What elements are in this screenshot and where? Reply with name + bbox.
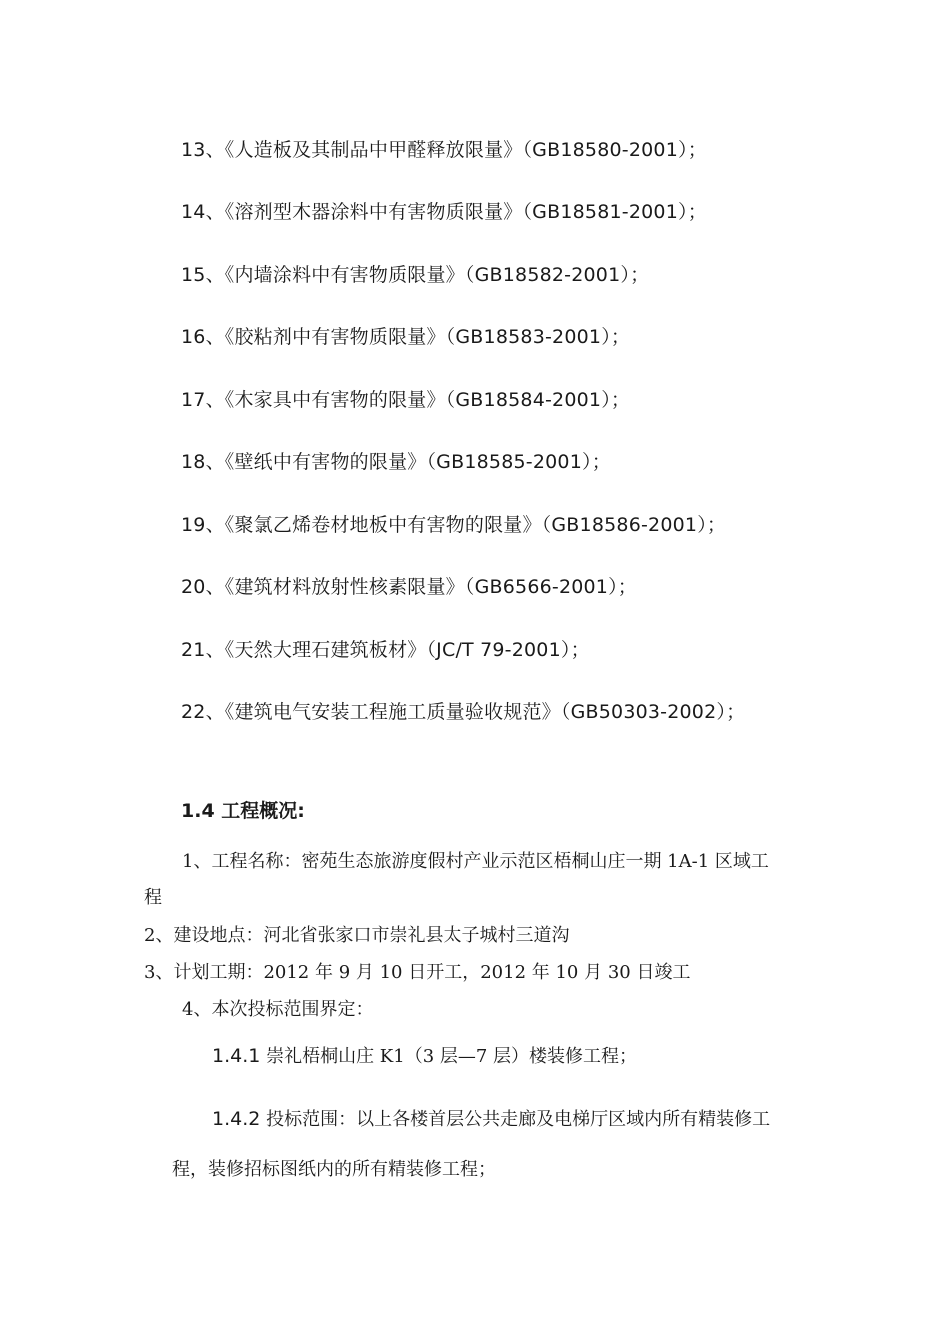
section-heading: 1.4 工程概况: xyxy=(181,800,305,822)
standard-item-21: 21、《天然大理石建筑板材》（JC/T 79-2001）； xyxy=(181,639,590,661)
standard-item-15: 15、《内墙涂料中有害物质限量》（GB18582-2001）； xyxy=(181,264,650,286)
scope-item-1: 1.4.1 崇礼梧桐山庄 K1（3 层—7 层）楼装修工程； xyxy=(212,1045,638,1067)
standard-item-13: 13、《人造板及其制品中甲醛释放限量》（GB18580-2001）； xyxy=(181,139,707,161)
project-name-line2: 程 xyxy=(144,887,162,908)
scope-item-2-line2: 程，装修招标图纸内的所有精装修工程； xyxy=(172,1159,496,1180)
standard-item-19: 19、《聚氯乙烯卷材地板中有害物的限量》（GB18586-2001）； xyxy=(181,514,727,536)
project-schedule: 3、计划工期：2012 年 9 月 10 日开工，2012 年 10 月 30 日竣工 xyxy=(144,962,691,983)
scope-item-2: 1.4.2 投标范围：以上各楼首层公共走廊及电梯厅区域内所有精装修工 xyxy=(212,1108,771,1130)
standard-item-22: 22、《建筑电气安装工程施工质量验收规范》（GB50303-2002）； xyxy=(181,701,746,723)
standard-item-18: 18、《壁纸中有害物的限量》（GB18585-2001）； xyxy=(181,451,611,473)
standard-item-20: 20、《建筑材料放射性核素限量》（GB6566-2001）； xyxy=(181,576,637,598)
standard-item-17: 17、《木家具中有害物的限量》（GB18584-2001）； xyxy=(181,389,631,411)
standard-item-14: 14、《溶剂型木器涂料中有害物质限量》（GB18581-2001）； xyxy=(181,201,707,223)
standard-item-16: 16、《胶粘剂中有害物质限量》（GB18583-2001）； xyxy=(181,326,631,348)
bid-scope-heading: 4、本次投标范围界定： xyxy=(182,999,374,1020)
project-location: 2、建设地点：河北省张家口市崇礼县太子城村三道沟 xyxy=(144,925,570,946)
project-name-line1: 1、工程名称：密苑生态旅游度假村产业示范区梧桐山庄一期 1A-1 区域工 xyxy=(182,851,769,872)
